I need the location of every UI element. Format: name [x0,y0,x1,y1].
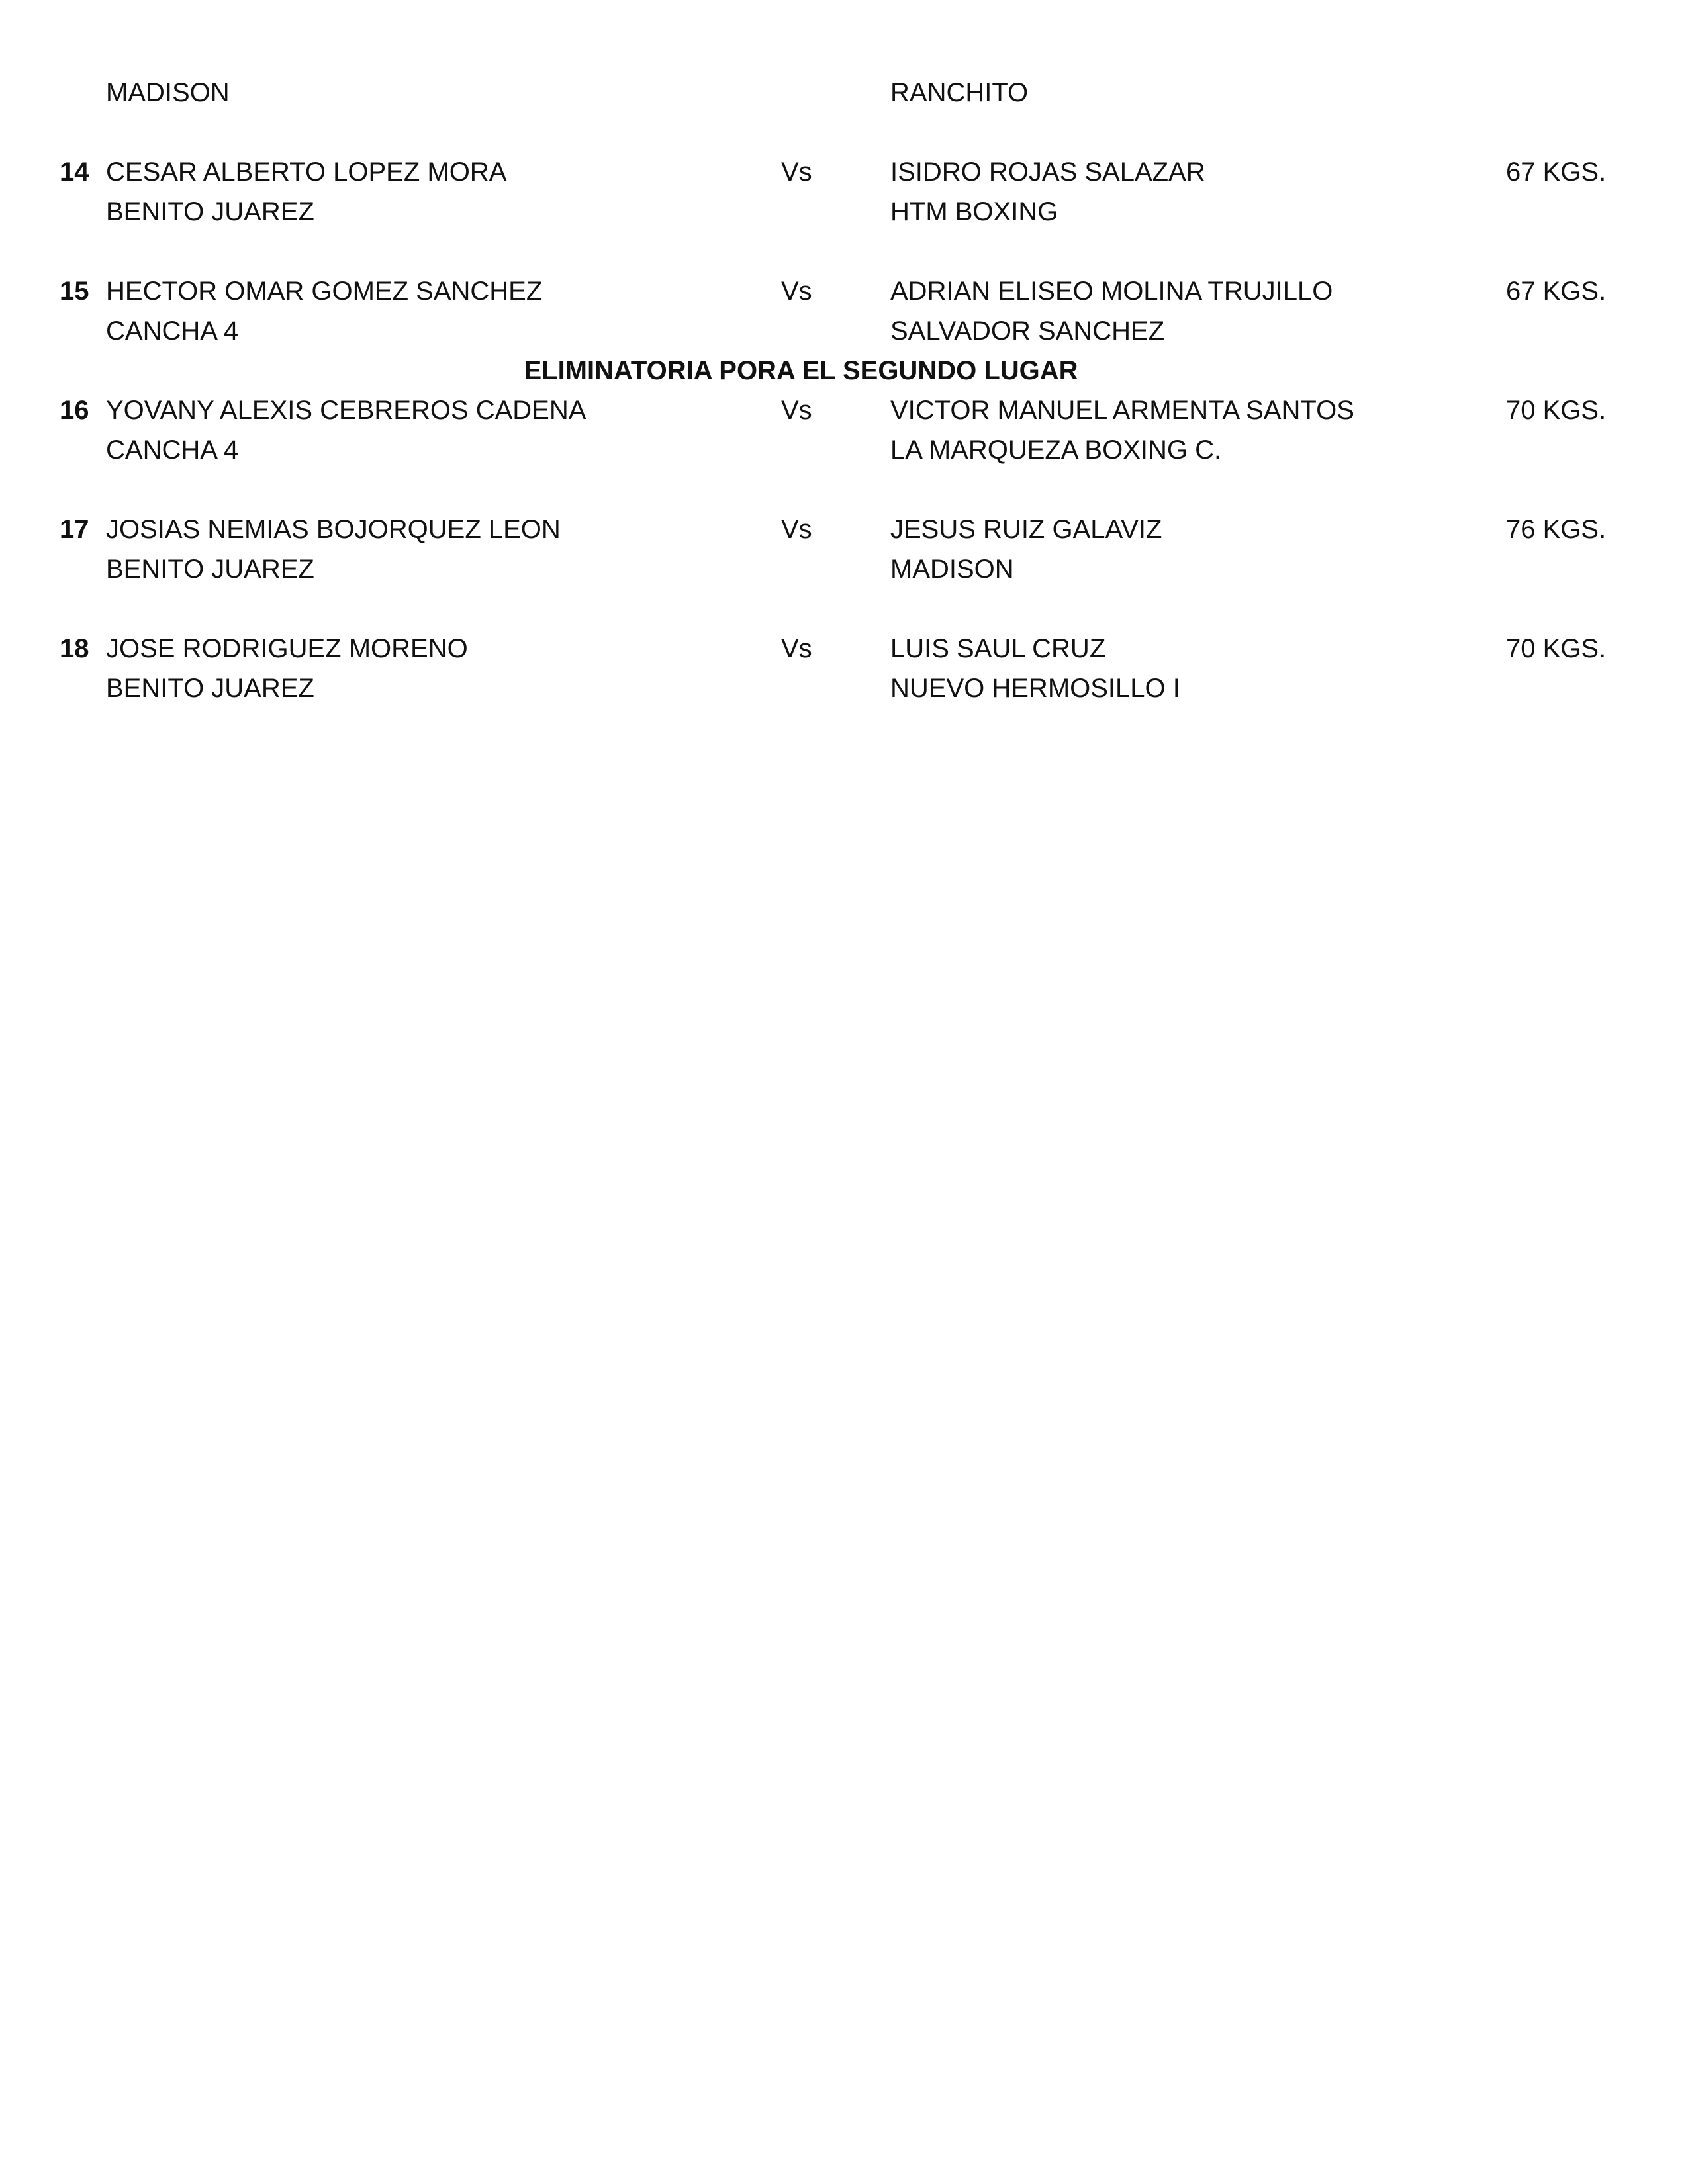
left-fighter-club: BENITO JUAREZ [106,555,314,584]
right-fighter-club: SALVADOR SANCHEZ [890,316,1165,345]
right-fighter-name: ISIDRO ROJAS SALAZAR [890,158,1205,187]
left-fighter-name: HECTOR OMAR GOMEZ SANCHEZ [106,277,543,306]
left-club: MADISON [106,78,230,107]
versus-label: Vs [781,277,812,306]
bout-club-row [0,668,1688,708]
bout-club-row [0,311,1688,351]
right-fighter-name: LUIS SAUL CRUZ [890,634,1106,663]
right-club: RANCHITO [890,78,1029,107]
right-fighter-name: VICTOR MANUEL ARMENTA SANTOS [890,396,1354,425]
left-fighter-club: BENITO JUAREZ [106,197,314,226]
left-fighter-club: BENITO JUAREZ [106,674,314,703]
bout-club-row [0,430,1688,470]
bout-row [0,152,1688,192]
bout-row [0,629,1688,668]
bout-club-row [0,549,1688,589]
bout-number: 14 [60,158,89,187]
bout-number: 17 [60,515,89,544]
bout-number: 16 [60,396,89,425]
versus-label: Vs [781,515,812,544]
right-fighter-club: MADISON [890,555,1014,584]
right-fighter-name: ADRIAN ELISEO MOLINA TRUJILLO [890,277,1333,306]
bout-number: 15 [60,277,89,306]
versus-label: Vs [781,158,812,187]
weight-class: 67 KGS. [1506,277,1607,306]
left-fighter-club: CANCHA 4 [106,316,239,345]
right-fighter-club: LA MARQUEZA BOXING C. [890,435,1222,465]
versus-label: Vs [781,396,812,425]
weight-class: 70 KGS. [1506,634,1607,663]
section-heading: ELIMINATORIA PORA EL SEGUNDO LUGAR [524,356,1078,385]
bout-club-row [0,192,1688,232]
bout-number: 18 [60,634,89,663]
weight-class: 67 KGS. [1506,158,1607,187]
header-row [0,73,1688,113]
left-fighter-club: CANCHA 4 [106,435,239,465]
bout-row [0,390,1688,430]
right-fighter-club: NUEVO HERMOSILLO I [890,674,1180,703]
bout-row [0,271,1688,311]
left-fighter-name: JOSE RODRIGUEZ MORENO [106,634,468,663]
left-fighter-name: YOVANY ALEXIS CEBREROS CADENA [106,396,586,425]
bout-row [0,510,1688,549]
weight-class: 70 KGS. [1506,396,1607,425]
right-fighter-name: JESUS RUIZ GALAVIZ [890,515,1162,544]
left-fighter-name: CESAR ALBERTO LOPEZ MORA [106,158,507,187]
weight-class: 76 KGS. [1506,515,1607,544]
left-fighter-name: JOSIAS NEMIAS BOJORQUEZ LEON [106,515,561,544]
right-fighter-club: HTM BOXING [890,197,1058,226]
versus-label: Vs [781,634,812,663]
